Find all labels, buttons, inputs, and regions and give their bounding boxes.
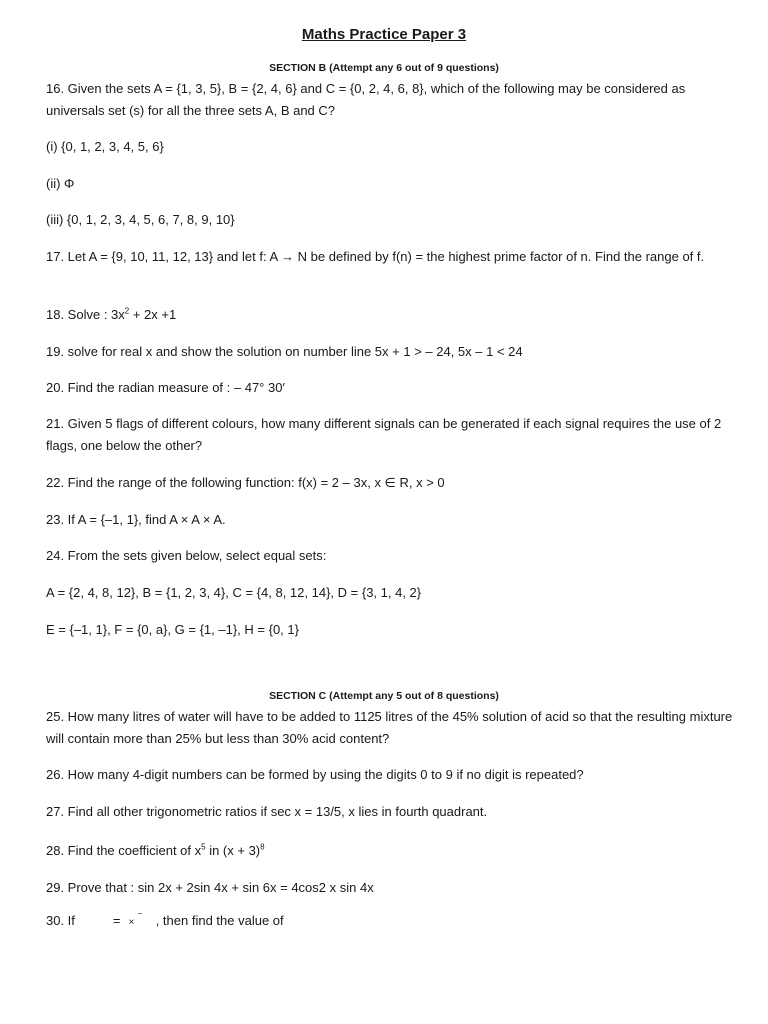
question-16-option-3: (iii) {0, 1, 2, 3, 4, 5, 6, 7, 8, 9, 10} <box>46 212 235 227</box>
question-30-suffix: , then find the value of <box>155 913 284 928</box>
question-25: 25. How many litres of water will have to be added to 1125 litres of the 45% solution of acid so that the resulting mixture will contain more than 25% but less than 30% acid content? <box>46 709 733 746</box>
question-24-sets-line-2: E = {–1, 1}, F = {0, a}, G = {1, –1}, H = {0, 1} <box>46 622 299 637</box>
question-22: 22. Find the range of the following function: f(x) = 2 – 3x, x ∈ R, x > 0 <box>46 475 445 490</box>
question-18-exponent: 2 <box>124 306 130 316</box>
section-c-label: SECTION C <box>269 690 327 702</box>
question-17: 17. Let A = {9, 10, 11, 12, 13} and let f: A → N be defined by f(n) = the highest prime factor of n. Find the range of f. <box>46 249 705 264</box>
question-29: 29. Prove that : sin 2x + 2sin 4x + sin 6x = 4cos2 x sin 4x <box>46 880 374 895</box>
question-21: 21. Given 5 flags of different colours, how many different signals can be generated if each signal requires the use of 2 flags, one below the other? <box>46 416 722 453</box>
question-16-option-1: (i) {0, 1, 2, 3, 4, 5, 6} <box>46 139 164 154</box>
question-20: 20. Find the radian measure of : – 47° 30′ <box>46 380 285 395</box>
section-b-heading <box>0 62 768 74</box>
section-c-heading <box>0 690 768 702</box>
question-24: 24. From the sets given below, select equal sets: <box>46 548 327 563</box>
question-18-tail: + 2x +1 <box>129 307 177 322</box>
question-28-mid: in (x + 3) <box>205 843 261 858</box>
question-28-text: 28. Find the coefficient of x <box>46 843 202 858</box>
question-28-exponent-2: 8 <box>260 842 265 852</box>
question-30-equals: = <box>112 913 121 928</box>
question-19: 19. solve for real x and show the solution on number line 5x + 1 > – 24, 5x – 1 < 24 <box>46 344 523 359</box>
question-18 <box>46 304 736 326</box>
section-b-note: (Attempt any 6 out of 9 questions) <box>329 62 499 74</box>
question-28-exponent-1: 5 <box>201 842 206 852</box>
question-28 <box>46 840 736 862</box>
question-30 <box>46 910 736 934</box>
question-30-minus: ‾ <box>138 913 142 924</box>
question-16: 16. Given the sets A = {1, 3, 5}, B = {2, 4, 6} and C = {0, 2, 4, 6, 8}, which of the following may be considered as universals set (s) for all the three sets A, B and C? <box>46 81 686 118</box>
section-b-label: SECTION B <box>269 62 327 74</box>
question-23: 23. If A = {–1, 1}, find A × A × A. <box>46 512 226 527</box>
question-30-prefix: 30. If <box>46 913 75 928</box>
question-26: 26. How many 4-digit numbers can be formed by using the digits 0 to 9 if no digit is repeated? <box>46 767 584 782</box>
question-27: 27. Find all other trigonometric ratios if sec x = 13/5, x lies in fourth quadrant. <box>46 804 488 819</box>
question-30-times: × <box>128 917 135 928</box>
page-title: Maths Practice Paper 3 <box>301 26 467 43</box>
question-18-text: 18. Solve : 3x <box>46 307 125 322</box>
section-c-note: (Attempt any 5 out of 8 questions) <box>329 690 499 702</box>
question-16-option-2: (ii) Φ <box>46 176 75 191</box>
question-24-sets-line-1: A = {2, 4, 8, 12}, B = {1, 2, 3, 4}, C = {4, 8, 12, 14}, D = {3, 1, 4, 2} <box>46 585 422 600</box>
